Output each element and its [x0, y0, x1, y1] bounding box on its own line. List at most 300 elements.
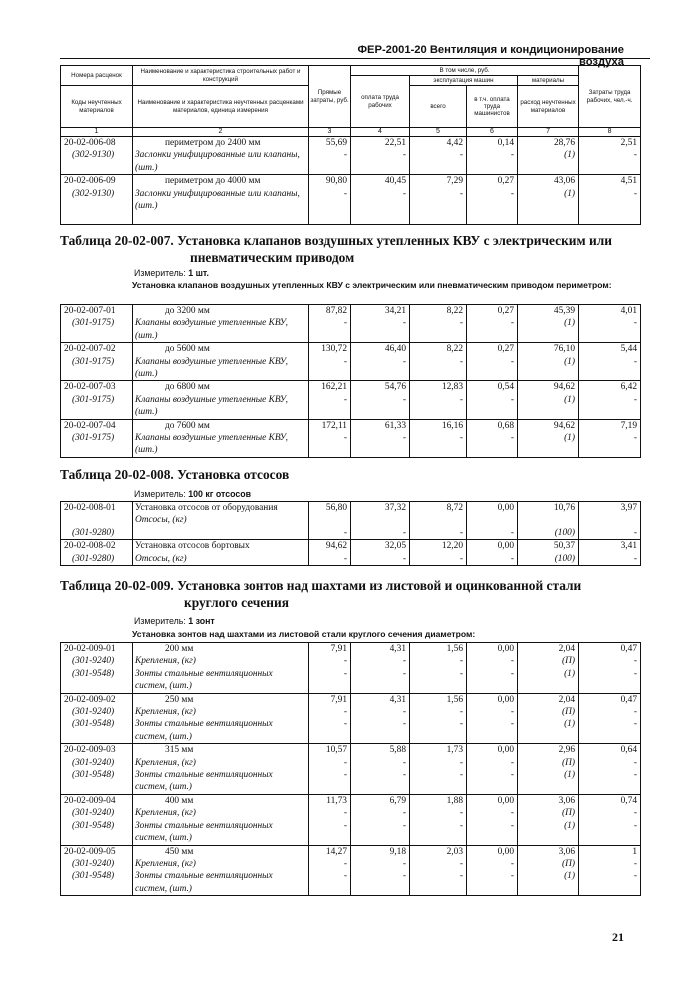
- rate-code: 20-02-008-01: [64, 503, 116, 513]
- rates-table-006: [60, 65, 641, 225]
- material-name: Крепления, (кг): [135, 707, 196, 718]
- dash: -: [459, 871, 463, 882]
- worker-pay: 9,18: [389, 846, 406, 857]
- dash: -: [343, 150, 347, 161]
- machine-total: 7,29: [446, 176, 463, 187]
- labor-hours: 0,47: [620, 644, 637, 654]
- dash: -: [402, 394, 406, 405]
- col-number: 8: [579, 128, 641, 137]
- materials-cost: 2,96: [558, 745, 575, 756]
- worker-pay: 6,79: [389, 795, 406, 806]
- dash: -: [459, 656, 463, 667]
- dash: -: [459, 356, 463, 367]
- material-name: Клапаны воздушные утепленные КВУ, (шт.): [135, 394, 288, 418]
- material-name: Зонты стальные вентиляционных систем, (шт.): [135, 820, 273, 844]
- labor-hours: 0,64: [620, 745, 637, 756]
- rate-code: 20-02-007-01: [64, 306, 116, 316]
- page-number: 21: [612, 930, 624, 944]
- col-number: 2: [133, 128, 309, 137]
- dash: -: [343, 808, 347, 819]
- worker-pay: 34,21: [384, 306, 406, 316]
- material-qty: (П): [561, 707, 575, 718]
- material-qty: (1): [564, 668, 575, 679]
- machinist-pay: 0,00: [497, 694, 514, 705]
- material-qty: (1): [564, 150, 576, 161]
- col-group-header: В том числе, руб.: [351, 66, 579, 76]
- material-qty: (1): [564, 719, 575, 730]
- material-qty: (100): [554, 527, 575, 538]
- dash: -: [343, 433, 347, 444]
- rate-code: 20-02-006-09: [64, 176, 116, 187]
- material-code: (301-9175): [72, 433, 115, 444]
- material-qty: (П): [561, 757, 575, 768]
- col-number: 6: [467, 128, 518, 137]
- dash: -: [510, 356, 514, 367]
- table-row: [61, 175, 641, 225]
- dash: -: [343, 757, 347, 768]
- dash: -: [343, 707, 347, 718]
- labor-hours: 4,01: [620, 306, 637, 316]
- work-name: 250 мм: [165, 694, 194, 705]
- material-name: Зонты стальные вентиляционных систем, (шт.): [135, 770, 273, 793]
- running-header: ФЕР-2001-20 Вентиляция и кондиционирование воздуха: [357, 44, 624, 68]
- materials-cost: 2,04: [558, 694, 575, 705]
- dash: -: [633, 808, 637, 819]
- dash: -: [459, 770, 463, 781]
- material-name: Крепления, (кг): [135, 858, 196, 869]
- machinist-pay: 0,00: [497, 503, 514, 513]
- material-code: (301-9548): [72, 820, 115, 831]
- col-number: 5: [410, 128, 467, 137]
- material-name: Заслонки унифицированные или клапаны, (шт.): [135, 188, 300, 212]
- measure-value: 100 кг отсосов: [188, 489, 252, 499]
- dash: -: [402, 719, 406, 730]
- material-name: Зонты стальные вентиляционных систем, (шт.): [135, 871, 273, 894]
- machine-total: 1,88: [446, 795, 463, 806]
- materials-cost: 3,06: [558, 846, 575, 857]
- title-line: круглого сечения: [184, 595, 289, 610]
- measure-value: 1 шт.: [188, 268, 209, 278]
- dash: -: [633, 527, 637, 538]
- dash: -: [402, 757, 406, 768]
- dash: -: [343, 719, 347, 730]
- rate-code: 20-02-006-08: [64, 138, 116, 149]
- materials-cost: 45,39: [553, 306, 575, 316]
- worker-pay: 61,33: [384, 420, 406, 431]
- material-code: (301-9240): [72, 707, 115, 718]
- materials-cost: 76,10: [553, 344, 575, 355]
- direct-cost: 94,62: [325, 541, 347, 552]
- work-name: Установка отсосов бортовых: [135, 541, 250, 552]
- material-qty: (100): [554, 553, 575, 564]
- dash: -: [633, 820, 637, 831]
- worker-pay: 4,31: [389, 694, 406, 705]
- col-materials-header: материалы: [518, 76, 579, 86]
- material-code: (301-9175): [72, 394, 115, 405]
- materials-cost: 50,37: [553, 541, 575, 552]
- work-name: 450 мм: [165, 846, 194, 857]
- col-total-header: всего: [410, 86, 467, 128]
- rate-code: 20-02-009-02: [64, 694, 116, 705]
- dash: -: [402, 433, 406, 444]
- material-qty: (1): [564, 318, 575, 329]
- dash: -: [459, 188, 463, 199]
- direct-cost: 87,82: [325, 306, 347, 316]
- worker-pay: 46,40: [384, 344, 406, 355]
- materials-cost: 28,76: [553, 138, 576, 149]
- labor-hours: 2,51: [620, 138, 638, 149]
- labor-hours: 6,42: [620, 382, 637, 393]
- dash: -: [459, 858, 463, 869]
- material-qty: (1): [564, 770, 575, 781]
- title-line: пневматическим приводом: [190, 250, 355, 265]
- subtitle-007: Установка клапанов воздушных утепленных КВУ с электрическим или пневматическим приводом периметром:: [132, 280, 612, 290]
- dash: -: [510, 150, 514, 161]
- dash: -: [510, 858, 514, 869]
- material-name: Зонты стальные вентиляционных систем, (шт.): [135, 719, 273, 742]
- dash: -: [459, 668, 463, 679]
- material-code: (302-9130): [72, 150, 115, 161]
- direct-cost: 10,57: [325, 745, 347, 756]
- dash: -: [510, 553, 514, 564]
- dash: -: [510, 188, 514, 199]
- measure-007: [134, 268, 209, 278]
- measure-008: [134, 489, 251, 499]
- direct-cost: 56,80: [325, 503, 347, 513]
- machinist-pay: 0,00: [497, 541, 514, 552]
- dash: -: [343, 527, 347, 538]
- dash: -: [510, 820, 514, 831]
- col-exploit-header: эксплуатация машин: [410, 76, 518, 86]
- dash: -: [633, 719, 637, 730]
- table-title-007: [60, 232, 650, 266]
- dash: -: [343, 553, 347, 564]
- table-row: [61, 540, 641, 566]
- material-code: (301-9240): [72, 656, 115, 667]
- dash: -: [633, 356, 637, 367]
- dash: -: [402, 318, 406, 329]
- dash: -: [343, 356, 347, 367]
- dash: -: [402, 858, 406, 869]
- dash: -: [343, 770, 347, 781]
- dash: -: [459, 553, 463, 564]
- machine-total: 1,56: [446, 644, 463, 654]
- machine-total: 8,22: [446, 306, 463, 316]
- col-consumption-header: расход неучтенных материалов: [518, 86, 579, 128]
- work-name: до 7600 мм: [165, 420, 210, 431]
- material-qty: (П): [561, 858, 575, 869]
- dash: -: [402, 553, 406, 564]
- dash: -: [402, 150, 406, 161]
- material-name: Отсосы, (кг): [135, 515, 187, 526]
- dash: -: [343, 858, 347, 869]
- material-name: Отсосы, (кг): [135, 553, 187, 564]
- direct-cost: 55,69: [325, 138, 347, 149]
- material-name: Клапаны воздушные утепленные КВУ, (шт.): [135, 318, 288, 341]
- labor-hours: 3,97: [620, 503, 637, 513]
- col-number: 7: [518, 128, 579, 137]
- rate-code: 20-02-007-03: [64, 382, 116, 393]
- dash: -: [402, 808, 406, 819]
- table-row: [61, 794, 641, 845]
- material-code: (301-9240): [72, 808, 115, 819]
- dash: -: [343, 656, 347, 667]
- direct-cost: 172,11: [321, 420, 347, 431]
- dash: -: [510, 757, 514, 768]
- dash: -: [459, 808, 463, 819]
- dash: -: [402, 871, 406, 882]
- title-line: Таблица 20-02-009. Установка зонтов над шахтами из листовой и оцинкованной стали: [60, 578, 582, 593]
- machine-total: 12,20: [441, 541, 463, 552]
- material-qty: (1): [564, 356, 575, 367]
- dash: -: [510, 668, 514, 679]
- work-name: до 3200 мм: [165, 306, 210, 316]
- table-title-008: Таблица 20-02-008. Установка отсосов: [60, 467, 290, 482]
- labor-hours: 3,41: [620, 541, 637, 552]
- machine-total: 2,03: [446, 846, 463, 857]
- material-qty: (П): [561, 808, 575, 819]
- material-name: Клапаны воздушные утепленные КВУ, (шт.): [135, 433, 288, 456]
- dash: -: [510, 433, 514, 444]
- dash: -: [402, 188, 406, 199]
- table-row: [61, 744, 641, 795]
- machinist-pay: 0,00: [497, 644, 514, 654]
- subtitle-009: Установка зонтов над шахтами из листовой стали круглого сечения диаметром:: [132, 629, 476, 639]
- dash: -: [402, 707, 406, 718]
- dash: -: [633, 553, 637, 564]
- dash: -: [459, 719, 463, 730]
- col-pay-header: оплата труда рабочих: [351, 76, 410, 128]
- rate-code: 20-02-009-05: [64, 846, 116, 857]
- col-matcode-header: Коды неучтенных материалов: [61, 86, 133, 128]
- dash: -: [633, 858, 637, 869]
- machine-total: 8,22: [446, 344, 463, 355]
- material-code: (301-9280): [72, 553, 115, 564]
- material-code: (301-9240): [72, 858, 115, 869]
- material-code: (301-9548): [72, 871, 115, 882]
- rates-table-007: [60, 304, 641, 458]
- dash: -: [459, 394, 463, 405]
- table-title-009: [60, 577, 650, 611]
- dash: -: [402, 527, 406, 538]
- measure-label: Измеритель:: [134, 489, 186, 499]
- rate-code: 20-02-008-02: [64, 541, 116, 552]
- direct-cost: 7,91: [330, 644, 347, 654]
- dash: -: [459, 707, 463, 718]
- worker-pay: 5,88: [389, 745, 406, 756]
- material-qty: (П): [561, 656, 575, 667]
- table-row: [61, 343, 641, 381]
- rates-table-009: [60, 642, 641, 896]
- material-name: Крепления, (кг): [135, 656, 196, 667]
- rates-table-008: [60, 501, 641, 566]
- dash: -: [459, 820, 463, 831]
- material-code: (301-9240): [72, 757, 115, 768]
- dash: -: [343, 394, 347, 405]
- dash: -: [510, 808, 514, 819]
- direct-cost: 162,21: [321, 382, 347, 393]
- dash: -: [402, 770, 406, 781]
- dash: -: [633, 770, 637, 781]
- machine-total: 4,42: [446, 138, 463, 149]
- rate-code: 20-02-009-04: [64, 795, 116, 806]
- col-matname-header: Наименование и характеристика неучтенных расценками материалов, единица измерения: [133, 86, 309, 128]
- machinist-pay: 0,00: [497, 846, 514, 857]
- rate-code: 20-02-009-01: [64, 644, 116, 654]
- col-direct-header: Прямые затраты, руб.: [309, 66, 351, 128]
- title-line: Таблица 20-02-007. Установка клапанов воздушных утепленных КВУ с электрическим или: [60, 233, 612, 248]
- materials-cost: 94,62: [553, 420, 575, 431]
- labor-hours: 1: [632, 846, 637, 857]
- dash: -: [343, 668, 347, 679]
- dash: -: [459, 150, 463, 161]
- material-name: Зонты стальные вентиляционных систем, (шт.): [135, 668, 273, 692]
- material-code: (301-9175): [72, 318, 115, 329]
- labor-hours: 7,19: [620, 420, 637, 431]
- worker-pay: 37,32: [384, 503, 406, 513]
- machine-total: 1,73: [446, 745, 463, 756]
- work-name: до 5600 мм: [165, 344, 210, 355]
- dash: -: [633, 656, 637, 667]
- dash: -: [343, 820, 347, 831]
- work-name: периметром до 4000 мм: [165, 176, 261, 187]
- dash: -: [402, 356, 406, 367]
- table-row: [61, 305, 641, 343]
- col-number: 1: [61, 128, 133, 137]
- dash: -: [510, 770, 514, 781]
- dash: -: [633, 394, 637, 405]
- material-name: Крепления, (кг): [135, 808, 196, 819]
- table-row: [61, 381, 641, 419]
- dash: -: [633, 871, 637, 882]
- dash: -: [633, 318, 637, 329]
- dash: -: [510, 656, 514, 667]
- measure-009: [134, 616, 215, 626]
- dash: -: [402, 820, 406, 831]
- material-name: Крепления, (кг): [135, 757, 196, 768]
- dash: -: [510, 707, 514, 718]
- dash: -: [633, 150, 638, 161]
- machine-total: 12,83: [441, 382, 463, 393]
- col-name-header: Наименование и характеристика строительных работ и конструкций: [133, 66, 309, 86]
- machinist-pay: 0,54: [497, 382, 514, 393]
- rate-code: 20-02-009-03: [64, 745, 116, 756]
- material-code: (301-9280): [72, 527, 115, 538]
- dash: -: [633, 188, 638, 199]
- machine-total: 8,72: [446, 503, 463, 513]
- worker-pay: 40,45: [384, 176, 406, 187]
- direct-cost: 11,73: [326, 795, 347, 806]
- direct-cost: 90,80: [325, 176, 347, 187]
- work-name: 200 мм: [165, 644, 194, 654]
- material-code: (301-9548): [72, 719, 115, 730]
- machinist-pay: 0,27: [497, 176, 514, 187]
- col-code-header: Номера расценок: [61, 66, 133, 86]
- material-name: Заслонки унифицированные или клапаны, (шт.): [135, 150, 300, 173]
- measure-value: 1 зонт: [188, 616, 215, 626]
- worker-pay: 54,76: [384, 382, 406, 393]
- dash: -: [459, 757, 463, 768]
- dash: -: [510, 719, 514, 730]
- material-code: (301-9548): [72, 770, 115, 781]
- machinist-pay: 0,27: [497, 344, 514, 355]
- table-row: [61, 643, 641, 694]
- work-name: до 6800 мм: [165, 382, 210, 393]
- col-incl-header: в т.ч. оплата труда машинистов: [467, 86, 518, 128]
- machine-total: 1,56: [446, 694, 463, 705]
- material-qty: (1): [564, 820, 575, 831]
- dash: -: [510, 527, 514, 538]
- labor-hours: 0,74: [620, 795, 637, 806]
- materials-cost: 3,06: [558, 795, 575, 806]
- table-row: [61, 419, 641, 457]
- machine-total: 16,16: [441, 420, 463, 431]
- dash: -: [343, 318, 347, 329]
- materials-cost: 94,62: [553, 382, 575, 393]
- dash: -: [510, 871, 514, 882]
- dash: -: [459, 433, 463, 444]
- worker-pay: 4,31: [389, 644, 406, 654]
- header-rule: [60, 58, 650, 59]
- machinist-pay: 0,00: [497, 745, 514, 756]
- direct-cost: 130,72: [321, 344, 347, 355]
- material-qty: (1): [564, 871, 575, 882]
- dash: -: [402, 668, 406, 679]
- worker-pay: 22,51: [384, 138, 406, 149]
- measure-label: Измеритель:: [134, 268, 186, 278]
- work-name: периметром до 2400 мм: [165, 138, 261, 149]
- work-name: 400 мм: [165, 795, 194, 806]
- material-code: (302-9130): [72, 188, 115, 199]
- dash: -: [510, 318, 514, 329]
- labor-hours: 4,51: [620, 176, 638, 187]
- table-row: [61, 693, 641, 744]
- machinist-pay: 0,27: [497, 306, 514, 316]
- col-number: 3: [309, 128, 351, 137]
- dash: -: [633, 707, 637, 718]
- machinist-pay: 0,00: [497, 795, 514, 806]
- material-name: Клапаны воздушные утепленные КВУ, (шт.): [135, 356, 288, 380]
- material-qty: (1): [564, 433, 575, 444]
- dash: -: [633, 757, 637, 768]
- labor-hours: 5,44: [620, 344, 637, 355]
- material-code: (301-9548): [72, 668, 115, 679]
- materials-cost: 43,06: [553, 176, 576, 187]
- materials-cost: 2,04: [558, 644, 575, 654]
- col-number: 4: [351, 128, 410, 137]
- rate-code: 20-02-007-02: [64, 344, 116, 355]
- materials-cost: 10,76: [553, 503, 575, 513]
- table-row: [61, 845, 641, 896]
- col-labor-header: Затраты труда рабочих, чел.-ч.: [579, 66, 641, 128]
- direct-cost: 14,27: [325, 846, 347, 857]
- labor-hours: 0,47: [620, 694, 637, 705]
- dash: -: [343, 871, 347, 882]
- dash: -: [459, 318, 463, 329]
- material-code: (301-9175): [72, 356, 115, 367]
- table-row: [61, 502, 641, 540]
- dash: -: [459, 527, 463, 538]
- measure-label: Измеритель:: [134, 616, 186, 626]
- dash: -: [343, 188, 347, 199]
- rate-code: 20-02-007-04: [64, 420, 116, 431]
- material-qty: (1): [564, 188, 576, 199]
- dash: -: [633, 433, 637, 444]
- table-row: [61, 137, 641, 175]
- machinist-pay: 0,68: [497, 420, 514, 431]
- material-qty: (1): [564, 394, 575, 405]
- work-name: 315 мм: [165, 745, 194, 756]
